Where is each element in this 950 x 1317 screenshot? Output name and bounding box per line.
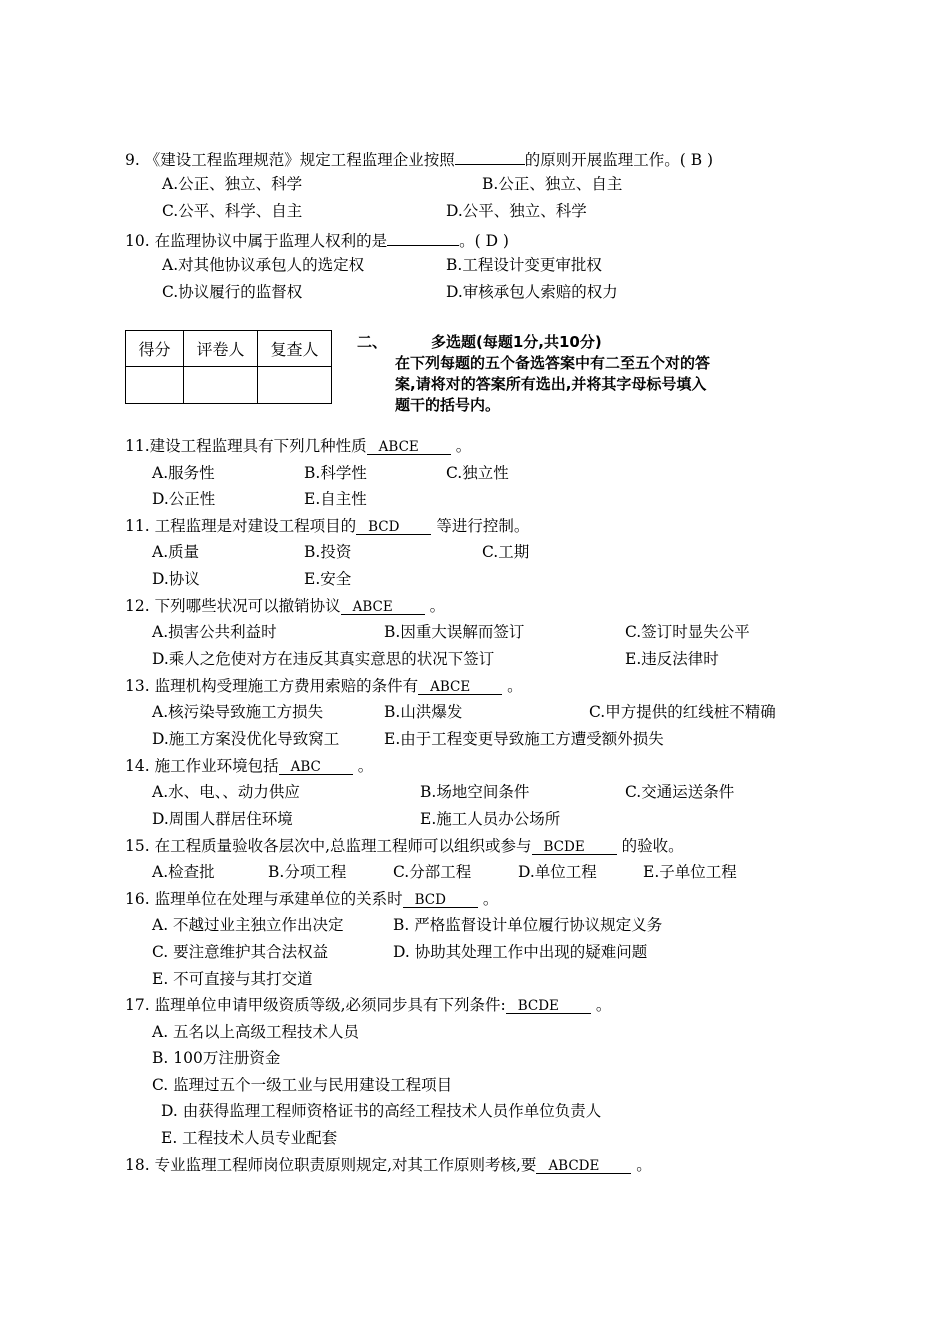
option: E.子单位工程: [643, 863, 737, 881]
question-17-stem: [125, 995, 611, 1017]
question-12-stem: [125, 596, 445, 618]
answer-value: ABCE: [367, 437, 451, 455]
option: B.投资: [304, 543, 352, 561]
option: C. 要注意维护其合法权益: [152, 943, 329, 961]
option: D.乘人之危使对方在违反其真实意思的状况下签订: [152, 650, 495, 668]
question-text: 14. 施工作业环境包括: [125, 757, 279, 775]
option: B.分项工程: [268, 863, 347, 881]
answer-value: ABCE: [418, 677, 502, 695]
option: C.工期: [482, 543, 530, 561]
option: B.场地空间条件: [420, 783, 530, 801]
question-16-stem: [125, 889, 498, 911]
option: A.检查批: [152, 863, 215, 881]
option: C. 监理过五个一级工业与民用建设工程项目: [152, 1076, 453, 1094]
option: B.因重大误解而签订: [384, 623, 525, 641]
option: D.施工方案没优化导致窝工: [152, 730, 340, 748]
score-header: 得分: [126, 331, 184, 367]
section-number: 二、: [357, 333, 388, 351]
option: A.公正、独立、科学: [162, 175, 303, 193]
question-text: 。: [424, 597, 446, 615]
option: D. 协助其处理工作中出现的疑难问题: [393, 943, 648, 961]
section-instruction: 题干的括号内。: [395, 396, 501, 414]
question-text: 18. 专业监理工程师岗位职责原则规定,对其工作原则考核,要: [125, 1156, 537, 1174]
reviewer-cell[interactable]: [258, 367, 332, 404]
option: E. 不可直接与其打交道: [152, 970, 313, 988]
option: C.独立性: [446, 464, 509, 482]
option: C.协议履行的监督权: [162, 283, 303, 301]
score-table: [125, 330, 332, 404]
answer-value: BCD: [403, 890, 478, 908]
answer-value: BCD: [356, 517, 431, 535]
option: D.公平、独立、科学: [446, 202, 587, 220]
question-10-stem: [125, 228, 509, 250]
question-text: 11. 工程监理是对建设工程项目的: [125, 517, 357, 535]
question-18-stem: [125, 1155, 652, 1177]
option: E.安全: [304, 570, 352, 588]
question-text: 16. 监理单位在处理与承建单位的关系时: [125, 890, 403, 908]
option: B.山洪爆发: [384, 703, 463, 721]
option: D.周围人群居住环境: [152, 810, 293, 828]
question-text: 13. 监理机构受理施工方费用索赔的条件有: [125, 677, 419, 695]
option: C.交通运送条件: [625, 783, 735, 801]
question-text: 。: [477, 890, 499, 908]
option: A.损害公共利益时: [152, 623, 277, 641]
option: E.自主性: [304, 490, 367, 508]
option: A.对其他协议承包人的选定权: [162, 256, 365, 274]
section-instruction: 在下列每题的五个备选答案中有二至五个对的答: [395, 354, 711, 372]
option: E. 工程技术人员专业配套: [161, 1129, 338, 1147]
question-text: 。: [502, 677, 523, 695]
question-11-stem: [125, 436, 471, 458]
answer-value: BCDE: [506, 996, 591, 1014]
option: D. 由获得监理工程师资格证书的高经工程技术人员作单位负责人: [161, 1102, 602, 1120]
option: C.签订时显失公平: [625, 623, 750, 641]
section-instruction: 案,请将对的答案所有选出,并将其字母标号填入: [395, 375, 707, 393]
reviewer-header: 复查人: [258, 331, 332, 367]
option: B. 严格监督设计单位履行协议规定义务: [393, 916, 663, 934]
option: C.分部工程: [393, 863, 472, 881]
question-text: 。( D ): [459, 232, 509, 250]
question-text: 9. 《建设工程监理规范》规定工程监理企业按照: [125, 151, 455, 169]
section-title: 多选题(每题1分,共10分): [431, 333, 602, 351]
option: B.科学性: [304, 464, 367, 482]
option: B.工程设计变更审批权: [446, 256, 602, 274]
question-text: 的原则开展监理工作。( B ): [524, 151, 714, 169]
question-text: 。: [352, 757, 374, 775]
question-text: 的验收。: [616, 837, 684, 855]
option: A.服务性: [152, 464, 215, 482]
answer-value: BCDE: [532, 837, 617, 855]
answer-value: ABCE: [341, 597, 425, 615]
question-9-stem: [125, 147, 713, 169]
option: A.核污染导致施工方损失: [152, 703, 324, 721]
grader-cell[interactable]: [184, 367, 258, 404]
question-14-stem: [125, 756, 373, 778]
question-text: 等进行控制。: [431, 517, 530, 535]
answer-value: ABCDE: [536, 1156, 631, 1174]
option: A.质量: [152, 543, 200, 561]
option: B. 100万注册资金: [152, 1049, 281, 1067]
option: A. 五名以上高级工程技术人员: [152, 1023, 360, 1041]
option: C.公平、科学、自主: [162, 202, 303, 220]
question-text: 12. 下列哪些状况可以撤销协议: [125, 597, 341, 615]
option: B.公正、独立、自主: [482, 175, 623, 193]
option: E.由于工程变更导致施工方遭受额外损失: [384, 730, 664, 748]
option: A.水、电、、动力供应: [152, 783, 300, 801]
grader-header: 评卷人: [184, 331, 258, 367]
answer-blank: [455, 147, 525, 165]
option: D.公正性: [152, 490, 216, 508]
question-text: 15. 在工程质量验收各层次中,总监理工程师可以组织或参与: [125, 837, 532, 855]
score-cell[interactable]: [126, 367, 184, 404]
question-text: 。: [631, 1156, 652, 1174]
question-text: 17. 监理单位申请甲级资质等级,必须同步具有下列条件:: [125, 996, 506, 1014]
option: D.单位工程: [518, 863, 597, 881]
question-text: 10. 在监理协议中属于监理人权利的是: [125, 232, 388, 250]
option: E.违反法律时: [625, 650, 719, 668]
question-13-stem: [125, 676, 523, 698]
answer-blank: [387, 228, 459, 246]
question-text: 。: [450, 437, 472, 455]
option: D.协议: [152, 570, 200, 588]
option: D.审核承包人索赔的权力: [446, 283, 618, 301]
answer-value: ABC: [279, 757, 353, 775]
question-text: 。: [590, 996, 612, 1014]
option: A. 不越过业主独立作出决定: [152, 916, 344, 934]
question-11b-stem: [125, 516, 529, 538]
question-text: 11.建设工程监理具有下列几种性质: [125, 437, 367, 455]
option: E.施工人员办公场所: [420, 810, 561, 828]
question-15-stem: [125, 836, 684, 858]
option: C.甲方提供的红线桩不精确: [589, 703, 776, 721]
